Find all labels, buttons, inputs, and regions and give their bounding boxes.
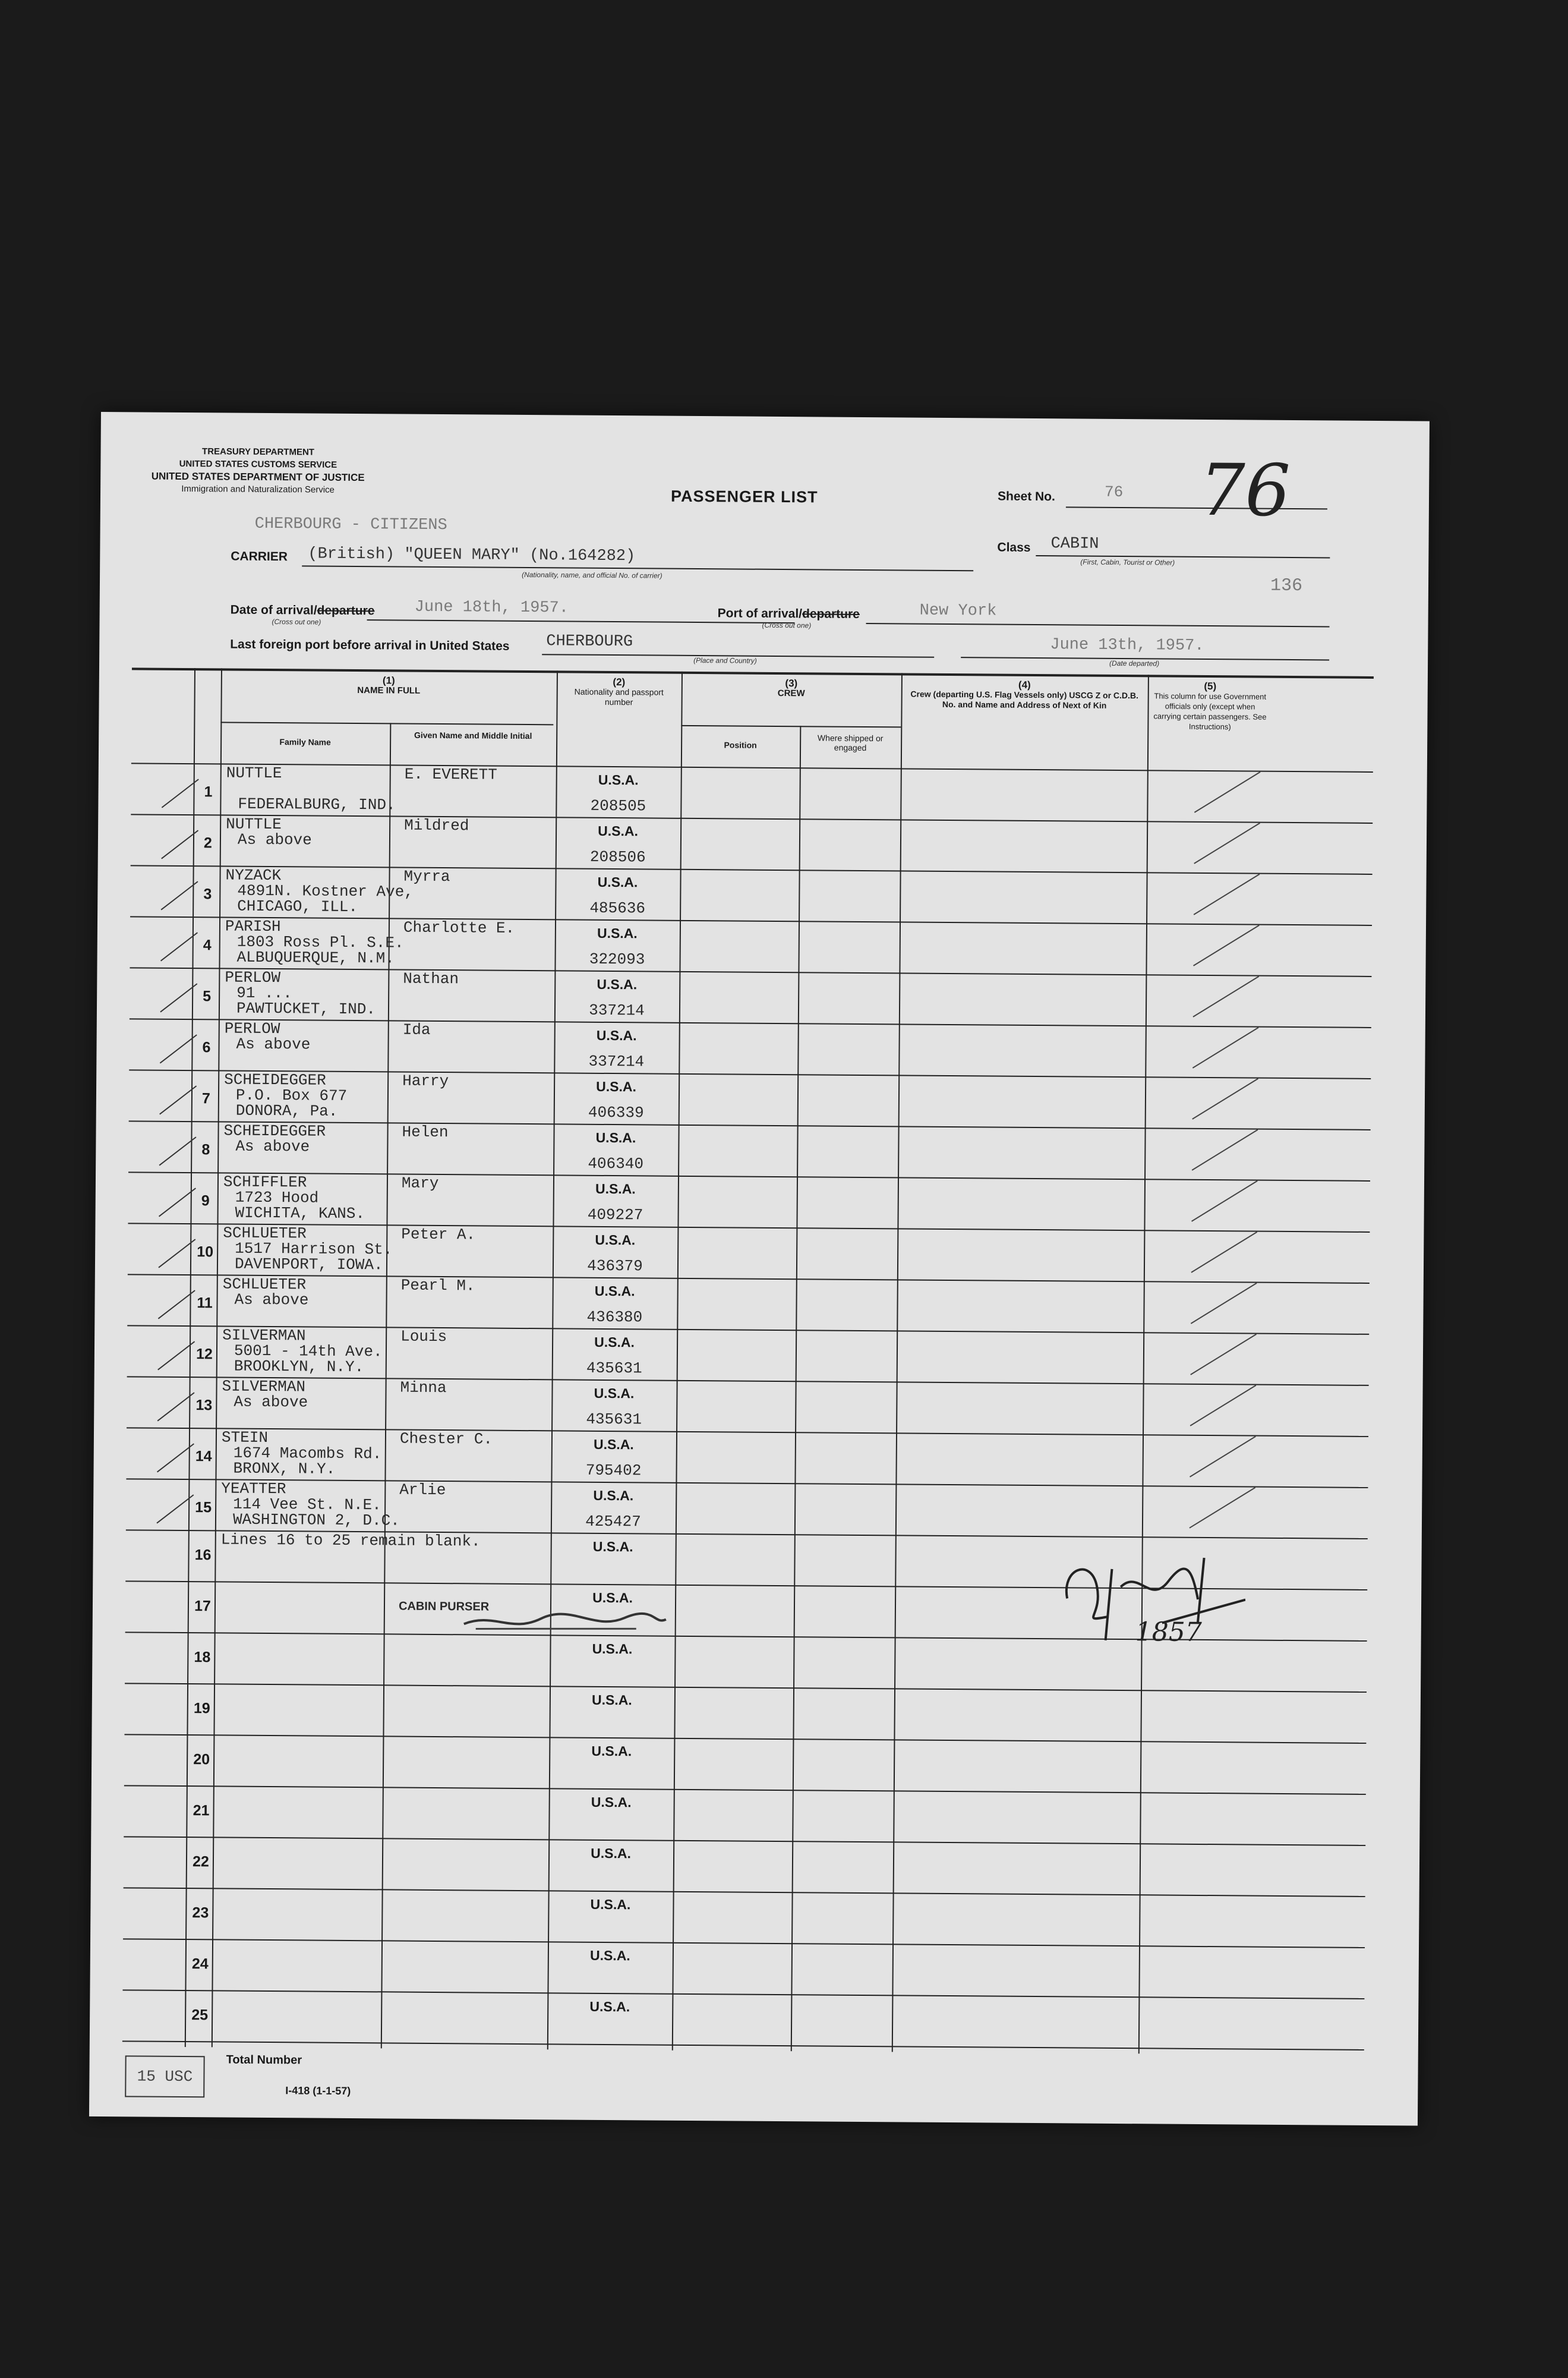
given-name: Ida <box>402 1021 431 1039</box>
address-line-2: CHICAGO, ILL. <box>237 897 358 916</box>
nationality: U.S.A. <box>591 1845 632 1862</box>
row-number: 19 <box>193 1700 210 1717</box>
row-number: 17 <box>194 1598 211 1615</box>
agency-line: TREASURY DEPARTMENT <box>202 446 315 458</box>
col3b-header: Where shipped or engaged <box>817 733 884 753</box>
lastport-label: Last foreign port before arrival in United States <box>230 637 510 653</box>
row-number: 6 <box>202 1039 211 1056</box>
col4-header <box>907 679 1142 711</box>
row-number: 9 <box>201 1192 210 1210</box>
address-line-1: 5001 - 14th Ave. <box>234 1341 383 1361</box>
table-row <box>122 1938 1365 1998</box>
table-row <box>128 1120 1371 1180</box>
official-slash-mark <box>1192 976 1259 1018</box>
port-label-text: Port of arrival/ <box>717 606 803 621</box>
row-number: 20 <box>193 1751 210 1768</box>
given-name: Mary <box>401 1174 439 1192</box>
table-row <box>129 1069 1371 1129</box>
given-name: Myrra <box>403 867 450 886</box>
given-name: E. EVERETT <box>404 765 497 784</box>
given-name: Louis <box>400 1327 447 1346</box>
passport-number: 485636 <box>589 899 646 918</box>
col-number: (4) <box>1018 679 1031 691</box>
given-name: Harry <box>402 1072 449 1091</box>
table-row <box>127 1274 1370 1334</box>
table-row <box>124 1683 1367 1743</box>
col-number: (3) <box>785 678 798 689</box>
col3a-header: Position <box>724 740 757 750</box>
nationality: U.S.A. <box>592 1538 633 1555</box>
date-label-struck: departure <box>317 603 375 618</box>
footer-stamp: 15 USC <box>125 2055 204 2097</box>
official-slash-mark <box>1192 1078 1258 1120</box>
nationality: U.S.A. <box>594 1385 635 1401</box>
nationality: U.S.A. <box>597 925 638 941</box>
col-title: CREW <box>777 688 805 699</box>
row-number: 15 <box>195 1499 212 1516</box>
family-name: YEATTER <box>221 1479 286 1498</box>
class-label: Class <box>997 540 1031 555</box>
lastport-caption: (Place and Country) <box>693 656 757 665</box>
col2-header <box>563 676 676 707</box>
table-row <box>124 1785 1366 1845</box>
address-line-1: 114 Vee St. N.E. <box>233 1495 381 1514</box>
table-row <box>126 1478 1368 1538</box>
address-line-2: WASHINGTON 2, D.C. <box>232 1510 400 1530</box>
date-caption: (Cross out one) <box>272 618 321 626</box>
passport-number <box>547 2023 672 2024</box>
table-row <box>126 1427 1368 1487</box>
official-slash-mark <box>1191 1231 1257 1273</box>
nationality: U.S.A. <box>589 1998 630 2015</box>
table-row <box>130 916 1372 976</box>
row-number: 24 <box>191 1955 209 1973</box>
col-number: (1) <box>382 675 395 686</box>
departed-date: June 13th, 1957. <box>1050 636 1204 655</box>
date-label-text: Date of arrival/ <box>230 603 317 618</box>
table-row <box>128 1223 1370 1283</box>
official-slash-mark <box>1191 1180 1258 1222</box>
col1-header <box>221 674 557 697</box>
port-note: CHERBOURG - CITIZENS <box>254 515 447 535</box>
nationality: U.S.A. <box>589 1947 630 1964</box>
official-slash-mark <box>1190 1385 1257 1426</box>
given-name: Chester C. <box>399 1429 493 1448</box>
col-title: Crew (departing U.S. Flag Vessels only) USCG Z or C.D.B. No. and Name and Address of Next of Kin <box>910 689 1139 710</box>
official-slash-mark <box>1189 1487 1255 1529</box>
passport-number: 436380 <box>586 1308 643 1327</box>
col5-header <box>1150 681 1270 732</box>
official-slash-mark <box>1190 1436 1256 1478</box>
family-name: PERLOW <box>225 968 281 987</box>
address-line-2: FEDERALBURG, IND. <box>238 795 396 814</box>
table-row <box>130 865 1373 925</box>
page-title: PASSENGER LIST <box>670 487 818 506</box>
class-value: CABIN <box>1050 535 1099 553</box>
table-row <box>124 1836 1366 1896</box>
col-title: NAME IN FULL <box>357 685 421 696</box>
departed-caption: (Date departed) <box>1109 659 1160 668</box>
arrival-port: New York <box>919 601 997 621</box>
port-label <box>718 606 860 622</box>
table-row <box>127 1325 1370 1385</box>
agency-header <box>133 445 383 496</box>
col-title: This column for use Government officials only (except when carrying certain passengers. See Instructions) <box>1153 691 1267 732</box>
passport-number: 435631 <box>586 1359 642 1378</box>
passenger-table <box>132 667 1374 2024</box>
official-slash-mark <box>1192 1027 1259 1069</box>
row-number: 12 <box>195 1346 213 1363</box>
agency-line: UNITED STATES DEPARTMENT OF JUSTICE <box>151 470 365 484</box>
official-slash-mark <box>1190 1334 1257 1375</box>
form-number: I-418 (1-1-57) <box>285 2084 351 2097</box>
row-number: 11 <box>197 1294 213 1312</box>
address-line-2: ALBUQUERQUE, N.M. <box>236 948 395 968</box>
table-row <box>131 814 1373 874</box>
address-line-1: 1803 Ross Pl. S.E. <box>236 933 404 952</box>
row-number: 10 <box>197 1243 214 1261</box>
address-line-2: WICHITA, KANS. <box>235 1204 365 1223</box>
nationality: U.S.A. <box>591 1692 632 1708</box>
nationality: U.S.A. <box>595 1129 636 1146</box>
nationality: U.S.A. <box>596 1078 637 1095</box>
given-name: Arlie <box>399 1481 446 1500</box>
given-name: Helen <box>402 1123 449 1142</box>
nationality: U.S.A. <box>593 1436 634 1453</box>
row-number: 8 <box>201 1141 210 1158</box>
official-signature-date: 1857 <box>1135 1617 1202 1648</box>
row-number: 22 <box>192 1853 209 1870</box>
nationality: U.S.A. <box>595 1180 636 1197</box>
row-number: 3 <box>203 886 212 903</box>
given-name: Minna <box>400 1378 447 1397</box>
table-row <box>128 1171 1370 1231</box>
official-slash-mark <box>1194 874 1260 915</box>
passport-number: 435631 <box>586 1410 642 1429</box>
given-name: Pearl M. <box>400 1276 475 1295</box>
address-line-1: 1517 Harrison St. <box>235 1239 393 1259</box>
nationality: U.S.A. <box>596 1027 637 1044</box>
col1a-header: Family Name <box>279 737 331 747</box>
passport-number: 337214 <box>589 1001 645 1020</box>
passport-number: 425427 <box>585 1512 641 1531</box>
family-name: SCHEIDEGGER <box>224 1070 326 1089</box>
subhead-line <box>681 725 901 728</box>
nationality: U.S.A. <box>592 1640 633 1657</box>
passport-number: 322093 <box>589 950 645 969</box>
official-slash-mark <box>1194 823 1260 864</box>
address-line-2: BROOKLYN, N.Y. <box>234 1357 364 1377</box>
nationality: U.S.A. <box>593 1487 634 1504</box>
row-number: 5 <box>203 988 212 1005</box>
table-row <box>131 763 1373 823</box>
passport-number <box>548 1972 673 1973</box>
nationality: U.S.A. <box>598 771 639 788</box>
family-name: NYZACK <box>225 866 282 885</box>
address-line-2: PAWTUCKET, IND. <box>236 999 376 1019</box>
address-line-2: BRONX, N.Y. <box>233 1459 336 1478</box>
address-line-1: As above <box>234 1393 308 1412</box>
row-number: 23 <box>192 1904 209 1922</box>
passport-number <box>550 1665 674 1666</box>
address-line-1: 1674 Macombs Rd. <box>233 1444 382 1463</box>
passport-number <box>548 1921 673 1922</box>
carrier-value: (British) "QUEEN MARY" (No.164282) <box>308 545 636 566</box>
sheet-number: 76 <box>1104 483 1124 502</box>
family-name: SCHLUETER <box>223 1224 307 1243</box>
address-line-1: As above <box>237 830 312 849</box>
address-line-1: 1723 Hood <box>235 1188 319 1207</box>
family-name: NUTTLE <box>226 815 282 834</box>
passport-number: 406339 <box>588 1103 644 1122</box>
date-label <box>231 603 375 619</box>
official-slash-mark <box>1191 1283 1257 1324</box>
purser-signature <box>458 1600 672 1643</box>
col-number: (5) <box>1204 680 1217 692</box>
col3-header <box>682 678 901 700</box>
nationality: U.S.A. <box>597 976 638 993</box>
agency-line: Immigration and Naturalization Service <box>181 483 335 495</box>
given-name: Peter A. <box>401 1225 476 1244</box>
family-name: STEIN <box>221 1428 269 1447</box>
page-stamp: 136 <box>1270 575 1303 597</box>
family-name: SILVERMAN <box>222 1326 306 1345</box>
passport-number <box>550 1716 674 1717</box>
arrival-date: June 18th, 1957. <box>414 598 569 618</box>
sheet-label: Sheet No. <box>997 489 1055 504</box>
table-row <box>122 1989 1365 2049</box>
passport-number <box>550 1563 675 1564</box>
row-number: 14 <box>195 1448 212 1465</box>
given-name: CABIN PURSER <box>398 1599 490 1614</box>
passport-number: 208506 <box>589 848 646 867</box>
table-row <box>127 1376 1369 1436</box>
row-number: 13 <box>195 1397 213 1414</box>
row-number: 18 <box>194 1649 211 1666</box>
row-number: 21 <box>193 1802 210 1819</box>
family-name: PERLOW <box>224 1019 280 1038</box>
sheet-number-handwritten: 76 <box>1199 449 1291 533</box>
col-title: Nationality and passport number <box>574 686 664 707</box>
address-line-1: 4891N. Kostner Ave, <box>237 881 414 901</box>
row-number: 25 <box>191 2007 209 2024</box>
official-slash-mark <box>1192 1129 1258 1171</box>
row-number: 16 <box>194 1547 212 1564</box>
lastport-value: CHERBOURG <box>546 632 633 651</box>
address-line-1: As above <box>234 1290 309 1309</box>
table-row <box>129 1018 1371 1078</box>
port-caption: (Cross out one) <box>762 621 812 630</box>
row-number: 7 <box>201 1090 210 1107</box>
nationality: U.S.A. <box>595 1231 636 1248</box>
family-name: SILVERMAN <box>222 1377 306 1396</box>
col-number: (2) <box>613 676 626 688</box>
nationality: U.S.A. <box>594 1283 635 1299</box>
table-grid <box>122 667 1374 2055</box>
passenger-list-sheet <box>89 412 1430 2126</box>
subhead-line <box>220 722 553 725</box>
given-name: Mildred <box>404 816 469 835</box>
family-name: NUTTLE <box>226 764 282 783</box>
passport-number: 409227 <box>587 1205 643 1224</box>
address-line-1: As above <box>236 1035 311 1054</box>
nationality: U.S.A. <box>590 1896 631 1913</box>
nationality: U.S.A. <box>591 1743 632 1759</box>
table-row <box>130 967 1372 1027</box>
official-slash-mark <box>1193 925 1260 966</box>
total-number-label: Total Number <box>226 2053 302 2067</box>
col1b-header: Given Name and Middle Initial <box>414 730 532 741</box>
agency-line: UNITED STATES CUSTOMS SERVICE <box>179 458 337 470</box>
row-number: 2 <box>203 834 212 852</box>
address-line-1: 91 ... <box>236 984 292 1003</box>
address-line-1: P.O. Box 677 <box>235 1086 348 1105</box>
family-name: SCHEIDEGGER <box>223 1122 326 1141</box>
address-line-1: As above <box>235 1137 310 1156</box>
passport-number: 406340 <box>588 1154 644 1173</box>
nationality: U.S.A. <box>597 874 638 890</box>
row-number: 4 <box>203 937 212 954</box>
passport-number: 208505 <box>590 796 646 815</box>
nationality: U.S.A. <box>591 1794 632 1810</box>
row-number: 1 <box>204 783 213 801</box>
class-caption: (First, Cabin, Tourist or Other) <box>1080 558 1175 567</box>
carrier-caption: (Nationality, name, and official No. of carrier) <box>522 570 662 580</box>
nationality: U.S.A. <box>598 823 639 839</box>
passport-number: 436379 <box>587 1256 643 1275</box>
table-row <box>123 1887 1365 1947</box>
address-line-2: DONORA, Pa. <box>235 1101 338 1120</box>
family-name: PARISH <box>225 917 281 936</box>
family-name: SCHLUETER <box>222 1275 307 1294</box>
given-name: Charlotte E. <box>403 918 515 937</box>
family-name: SCHIFFLER <box>223 1173 307 1192</box>
table-row <box>124 1734 1367 1794</box>
carrier-label: CARRIER <box>231 549 288 564</box>
nationality: U.S.A. <box>592 1589 633 1606</box>
family-name: Lines 16 to 25 remain blank. <box>220 1530 481 1551</box>
official-slash-mark <box>1194 771 1261 813</box>
nationality: U.S.A. <box>594 1334 635 1350</box>
passport-number: 337214 <box>588 1052 645 1071</box>
given-name: Nathan <box>403 969 459 988</box>
passport-number: 795402 <box>585 1461 642 1480</box>
port-label-struck: departure <box>802 607 860 621</box>
address-line-2: DAVENPORT, IOWA. <box>234 1255 383 1274</box>
